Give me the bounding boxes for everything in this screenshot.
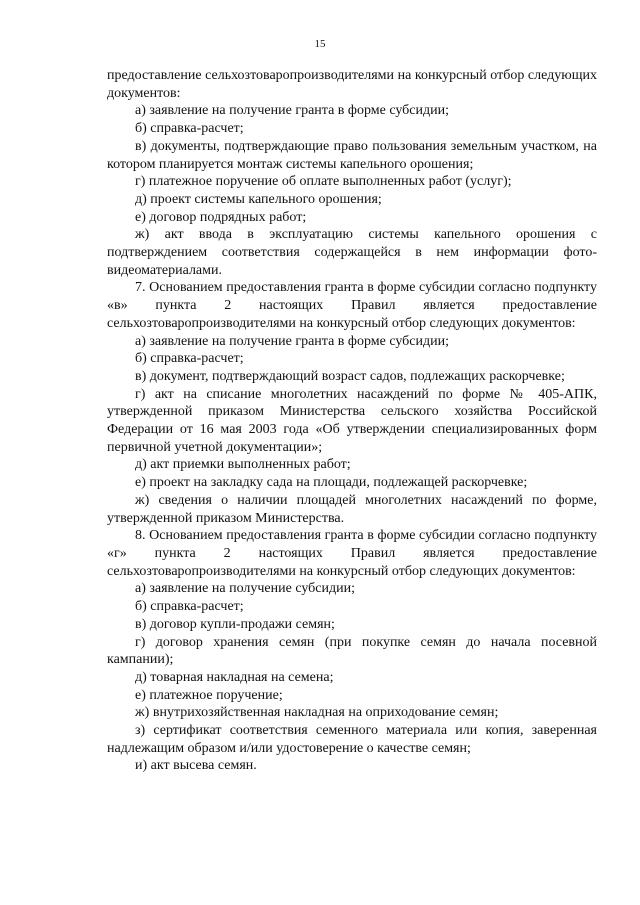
paragraph: 8. Основанием предоставления гранта в форме субсидии согласно подпункту «г» пункта 2 настоящих Правил является предоставление сельхозтоваропроизводителями на конкурсный отбор следующих документов: — [107, 528, 597, 579]
paragraph: з) сертификат соответствия семенного материала или копия, заверенная надлежащим образом и/или удостоверение о качестве семян; — [107, 723, 597, 756]
paragraph: в) договор купли-продажи семян; — [135, 616, 335, 632]
paragraph: а) заявление на получение гранта в форме субсидии; — [135, 333, 450, 349]
paragraph: б) справка-расчет; — [135, 121, 244, 137]
paragraph: б) справка-расчет; — [135, 351, 244, 367]
paragraph: д) проект системы капельного орошения; — [135, 191, 382, 207]
paragraph: г) договор хранения семян (при покупке семян до начала посевной кампании); — [107, 634, 597, 668]
paragraph: и) акт высева семян. — [135, 758, 257, 774]
paragraph: е) договор подрядных работ; — [135, 209, 307, 225]
paragraph: е) платежное поручение; — [135, 687, 283, 703]
paragraph: д) товарная накладная на семена; — [135, 669, 334, 685]
paragraph: а) заявление на получение гранта в форме субсидии; — [135, 103, 450, 119]
paragraph: ж) внутрихозяйственная накладная на оприходование семян; — [135, 705, 499, 721]
paragraph: б) справка-расчет; — [135, 599, 244, 615]
paragraph: ж) сведения о наличии площадей многолетних насаждений по форме, утвержденной приказом Министерства. — [107, 492, 597, 526]
paragraph: в) документы, подтверждающие право пользования земельным участком, на котором планируется монтаж системы капельного орошения; — [107, 138, 597, 172]
paragraph: 7. Основанием предоставления гранта в форме субсидии согласно подпункту «в» пункта 2 настоящих Правил является предоставление сельхозтоваропроизводителями на конкурсный отбор следующих документов: — [107, 280, 597, 331]
paragraph: д) акт приемки выполненных работ; — [135, 457, 351, 473]
document-body — [107, 67, 597, 775]
page-number: 15 — [314, 38, 326, 50]
paragraph: а) заявление на получение субсидии; — [135, 581, 356, 597]
paragraph: г) платежное поручение об оплате выполненных работ (услуг); — [135, 174, 512, 190]
paragraph: в) документ, подтверждающий возраст садов, подлежащих раскорчевке; — [135, 368, 565, 384]
paragraph: г) акт на списание многолетних насаждений по форме № 405-АПК, утвержденной приказом Министерства сельского хозяйства Российской Федерации от 16 мая 2003 года «Об утверждении специализированных форм первичной учетной документации»; — [107, 386, 597, 455]
paragraph: е) проект на закладку сада на площади, подлежащей раскорчевке; — [135, 475, 528, 491]
paragraph: предоставление сельхозтоваропроизводителями на конкурсный отбор следующих документов: — [107, 68, 597, 101]
paragraph: ж) акт ввода в эксплуатацию системы капельного орошения с подтверждением соответствия содержащейся в нем информации фото-видеоматериалами. — [107, 227, 597, 278]
